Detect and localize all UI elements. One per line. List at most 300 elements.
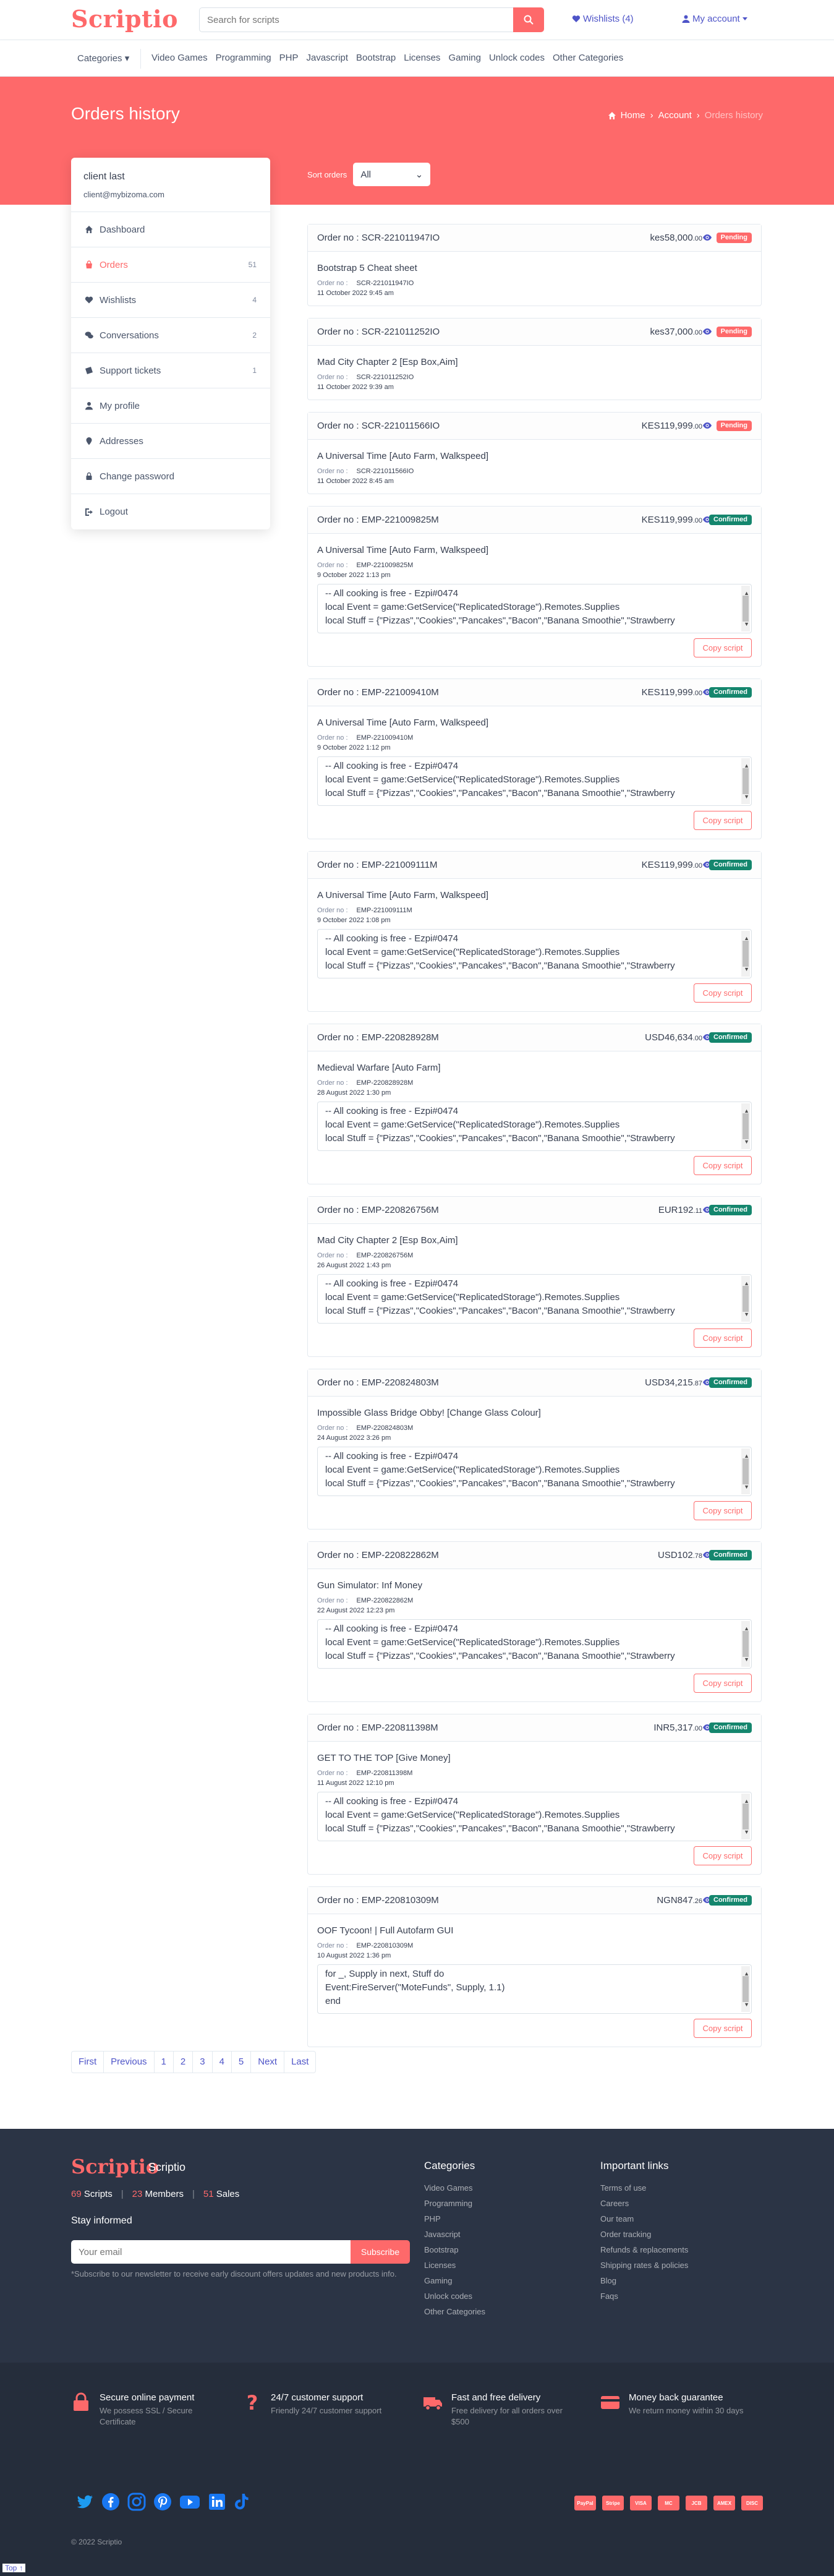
order-meta: Order no : EMP-220824803M (317, 1424, 414, 1432)
payment-card-icon: JCB (686, 2496, 707, 2510)
footer-category-link[interactable]: Gaming (424, 2276, 453, 2285)
feature-title: Secure online payment (100, 2392, 195, 2403)
order-meta: Order no : EMP-220810309M (317, 1942, 414, 1949)
scroll-up-icon[interactable]: ▲ (744, 935, 749, 941)
footer-important-link[interactable]: Terms of use (600, 2183, 647, 2193)
copy-script-button[interactable]: Copy script (694, 1674, 752, 1693)
breadcrumb-home[interactable]: Home (620, 110, 645, 121)
search-icon (524, 15, 534, 25)
payment-card-icon: MC (658, 2496, 679, 2510)
page-link[interactable]: Previous (104, 2052, 154, 2073)
order-number: Order no : SCR-221011947IO (317, 233, 440, 243)
order-card (307, 1369, 762, 1530)
script-code-box[interactable] (317, 1964, 752, 2014)
page-link[interactable]: 1 (155, 2052, 174, 2073)
order-number: Order no : SCR-221011252IO (317, 327, 440, 337)
eye-icon (702, 234, 712, 241)
view-order-button[interactable] (702, 233, 712, 244)
order-number: Order no : EMP-220824803M (317, 1377, 439, 1388)
instagram-icon[interactable] (127, 2493, 146, 2511)
footer-category-link[interactable]: Licenses (424, 2261, 456, 2270)
order-header (308, 1714, 761, 1742)
home-icon (85, 225, 93, 234)
order-body (308, 1914, 761, 2047)
order-item-title: A Universal Time [Auto Farm, Walkspeed] (317, 545, 489, 555)
account-dropdown[interactable] (682, 14, 747, 24)
search-button[interactable] (513, 7, 544, 32)
scroll-down-icon[interactable]: ▼ (744, 966, 749, 972)
order-number: Order no : EMP-220810309M (317, 1895, 439, 1906)
status-badge: Confirmed (709, 860, 752, 870)
categories-dropdown[interactable]: Categories ▾ (77, 53, 130, 64)
order-header (308, 507, 761, 534)
site-stats (71, 2189, 239, 2199)
sort-label: Sort orders (307, 169, 347, 179)
order-body (308, 1569, 761, 1701)
sidebar-item-orders[interactable] (71, 247, 270, 283)
pinterest-icon[interactable] (153, 2493, 172, 2511)
user-icon (682, 15, 690, 23)
scroll-up-icon[interactable]: ▲ (744, 1108, 749, 1114)
eye-icon (702, 422, 712, 429)
order-number: Order no : EMP-221009410M (317, 687, 439, 698)
footer-category-link[interactable]: Bootstrap (424, 2245, 459, 2254)
copy-script-button[interactable]: Copy script (694, 983, 752, 1003)
code-line: Event:FireServer("MoteFunds", Supply, 1.1) (325, 1982, 505, 1993)
script-code-box[interactable] (317, 1102, 752, 1151)
status-badge: Confirmed (709, 515, 752, 525)
sidebar-item-conversations[interactable] (71, 318, 270, 353)
footer-category-link[interactable]: Video Games (424, 2183, 473, 2193)
code-line: local Event = game:GetService("ReplicatedStorage").Remotes.Supplies (325, 1810, 620, 1820)
feature-item (242, 2392, 394, 2416)
feature-desc: Free delivery for all orders over $500 (451, 2406, 563, 2426)
order-meta: Order no : EMP-220828928M (317, 1079, 414, 1087)
code-line: local Event = game:GetService("ReplicatedStorage").Remotes.Supplies (325, 947, 620, 957)
footer-important-links (600, 2160, 688, 2307)
code-line: end (325, 1996, 341, 2006)
order-card (307, 851, 762, 1012)
footer-category-link[interactable]: Programming (424, 2199, 473, 2208)
payment-card-icon: DISC (741, 2496, 763, 2510)
order-meta: Order no : EMP-220826756M (317, 1252, 414, 1259)
order-date: 9 October 2022 1:13 pm (317, 571, 391, 579)
subscribe-button[interactable]: Subscribe (351, 2240, 410, 2264)
feature-title: Fast and free delivery (451, 2392, 541, 2403)
status-badge: Confirmed (709, 1032, 752, 1043)
order-date: 10 August 2022 1:36 pm (317, 1952, 391, 1959)
back-to-top-button[interactable]: Top ↑ (2, 2564, 25, 2572)
status-badge: Confirmed (709, 1205, 752, 1215)
user-icon (85, 401, 93, 410)
order-card (307, 1196, 762, 1357)
order-date: 26 August 2022 1:43 pm (317, 1262, 391, 1269)
order-price: EUR192.11 (658, 1205, 702, 1215)
orders-list (307, 224, 762, 2059)
sidebar-item-dashboard[interactable] (71, 212, 270, 247)
scroll-up-icon[interactable]: ▲ (744, 1280, 749, 1286)
script-code-box[interactable] (317, 1274, 752, 1324)
status-badge: Pending (717, 233, 752, 243)
lock-icon (71, 2392, 91, 2412)
order-body (308, 440, 761, 494)
pagination (71, 2051, 316, 2073)
lock-icon (85, 472, 93, 481)
newsletter-email-input[interactable] (71, 2240, 351, 2264)
nav-link[interactable]: Licenses (404, 53, 441, 63)
breadcrumb-account[interactable]: Account (658, 110, 692, 121)
nav-link[interactable]: PHP (279, 53, 299, 63)
account-sidebar (71, 158, 270, 529)
page-link[interactable]: Next (251, 2052, 284, 2073)
copy-script-button[interactable]: Copy script (694, 638, 752, 657)
feature-desc: We possess SSL / Secure Certificate (100, 2406, 193, 2426)
order-price: USD46,634.00 (645, 1032, 702, 1043)
order-price: KES119,999.00 (641, 687, 702, 698)
order-body (308, 1051, 761, 1184)
stat-separator: | (192, 2189, 195, 2199)
sidebar-item-count: 1 (252, 366, 257, 375)
scroll-up-icon[interactable]: ▲ (744, 763, 749, 769)
scroll-down-icon[interactable]: ▼ (744, 1829, 749, 1835)
status-badge: Confirmed (709, 1722, 752, 1733)
script-code-box[interactable] (317, 1792, 752, 1841)
footer-important-link[interactable]: Faqs (600, 2291, 618, 2301)
order-price: kes58,000.00 (650, 233, 702, 243)
scroll-up-icon[interactable]: ▲ (744, 590, 749, 596)
sidebar-item-my-profile[interactable] (71, 388, 270, 424)
sidebar-item-label: Dashboard (100, 224, 145, 235)
code-line: local Event = game:GetService("ReplicatedStorage").Remotes.Supplies (325, 774, 620, 785)
newsletter-title: Stay informed (71, 2215, 132, 2226)
sidebar-item-label: Addresses (100, 435, 143, 447)
footer-categories-title: Categories (424, 2160, 475, 2172)
order-date: 11 October 2022 9:39 am (317, 383, 394, 391)
stat-item: 69 Scripts (71, 2189, 113, 2199)
order-card (307, 1714, 762, 1875)
code-line: -- All cooking is free - Ezpi#0474 (325, 1796, 459, 1807)
breadcrumb-current: Orders history (704, 110, 763, 121)
order-price: KES119,999.00 (641, 515, 702, 525)
script-code-box[interactable] (317, 929, 752, 978)
arrow-up-icon: ↑ (19, 2564, 23, 2572)
code-line: -- All cooking is free - Ezpi#0474 (325, 933, 459, 944)
sidebar-item-label: Change password (100, 471, 174, 482)
payment-card-icon: Stripe (602, 2496, 624, 2510)
order-card (307, 1024, 762, 1184)
order-header (308, 413, 761, 440)
sidebar-item-count: 4 (252, 296, 257, 304)
nav-link[interactable]: Unlock codes (488, 53, 545, 63)
nav-link[interactable]: Bootstrap (356, 53, 396, 63)
scroll-up-icon[interactable]: ▲ (744, 1453, 749, 1459)
page-link[interactable]: 2 (174, 2052, 193, 2073)
code-line: -- All cooking is free - Ezpi#0474 (325, 1624, 459, 1634)
order-date: 11 October 2022 8:45 am (317, 477, 394, 485)
order-number: Order no : EMP-220826756M (317, 1205, 439, 1215)
order-card (307, 1541, 762, 1702)
sidebar-item-change-password[interactable] (71, 459, 270, 494)
order-price: NGN847.26 (657, 1895, 702, 1906)
sidebar-item-label: Support tickets (100, 365, 161, 376)
sidebar-item-wishlists[interactable] (71, 283, 270, 318)
footer-links-title: Important links (600, 2160, 669, 2172)
order-meta: Order no : EMP-221009111M (317, 907, 412, 914)
breadcrumb (608, 110, 763, 121)
order-item-title: GET TO THE TOP [Give Money] (317, 1753, 451, 1763)
sidebar-item-count: 2 (252, 331, 257, 340)
wishlists-link[interactable] (572, 14, 634, 24)
shopping-bag-icon (85, 260, 93, 269)
question-icon (242, 2392, 262, 2412)
order-header (308, 1369, 761, 1397)
sidebar-item-label: Wishlists (100, 294, 137, 306)
logo[interactable]: Scriptio (71, 5, 178, 33)
view-order-button[interactable] (702, 327, 712, 338)
order-body (308, 534, 761, 666)
copy-script-button[interactable]: Copy script (694, 1156, 752, 1175)
footer-important-link[interactable]: Refunds & replacements (600, 2245, 689, 2254)
newsletter-form (71, 2240, 410, 2264)
wishlists-label: Wishlists (4) (583, 14, 634, 24)
order-meta: Order no : SCR-221011947IO (317, 280, 414, 287)
map-marker-icon (85, 437, 93, 445)
nav-link[interactable]: Programming (215, 53, 271, 63)
order-price: INR5,317.00 (653, 1722, 702, 1733)
code-line: local Event = game:GetService("ReplicatedStorage").Remotes.Supplies (325, 602, 620, 612)
copy-script-button[interactable]: Copy script (694, 1846, 752, 1865)
order-price: USD102.78 (658, 1550, 702, 1560)
code-line: local Event = game:GetService("ReplicatedStorage").Remotes.Supplies (325, 1292, 620, 1303)
scroll-down-icon[interactable]: ▼ (744, 1484, 749, 1490)
feature-item (600, 2392, 752, 2416)
home-icon (608, 112, 616, 119)
status-badge: Pending (717, 327, 752, 337)
main-nav (0, 40, 834, 77)
linkedin-icon[interactable] (208, 2493, 226, 2511)
nav-link[interactable]: Other Categories (553, 53, 624, 63)
order-meta: Order no : EMP-220822862M (317, 1597, 414, 1604)
sidebar-item-label: Conversations (100, 330, 159, 341)
order-date: 9 October 2022 1:08 pm (317, 917, 391, 924)
code-line: local Stuff = {"Pizzas","Cookies","Pancakes","Bacon","Banana Smoothie","Strawberry (325, 1651, 675, 1661)
order-item-title: Gun Simulator: Inf Money (317, 1580, 423, 1591)
order-item-title: Medieval Warfare [Auto Farm] (317, 1063, 441, 1073)
scroll-down-icon[interactable]: ▼ (744, 2001, 749, 2008)
sort-select[interactable]: All ⌄ (353, 163, 430, 186)
order-item-title: A Universal Time [Auto Farm, Walkspeed] (317, 717, 489, 728)
copy-script-button[interactable]: Copy script (694, 811, 752, 830)
truck-icon (423, 2392, 443, 2412)
code-line: local Event = game:GetService("ReplicatedStorage").Remotes.Supplies (325, 1637, 620, 1648)
order-header (308, 1887, 761, 1914)
view-order-button[interactable] (702, 421, 712, 432)
nav-links (151, 53, 631, 63)
order-price: kes37,000.00 (650, 327, 702, 337)
order-meta: Order no : EMP-220811398M (317, 1769, 413, 1777)
footer-brand-name: Scriptio (148, 2161, 186, 2173)
nav-link[interactable]: Javascript (306, 53, 349, 63)
page-link[interactable]: 3 (193, 2052, 212, 2073)
order-item-title: A Universal Time [Auto Farm, Walkspeed] (317, 890, 489, 901)
copyright: © 2022 Scriptio (71, 2538, 122, 2546)
search-bar (199, 7, 544, 32)
order-price: USD34,215.87 (645, 1377, 702, 1388)
facebook-icon[interactable] (101, 2493, 120, 2511)
copy-script-button[interactable]: Copy script (694, 2019, 752, 2038)
code-line: local Event = game:GetService("ReplicatedStorage").Remotes.Supplies (325, 1119, 620, 1130)
order-card (307, 224, 762, 306)
page-title: Orders history (71, 104, 180, 123)
eye-icon (702, 328, 712, 335)
order-date: 24 August 2022 3:26 pm (317, 1434, 391, 1442)
sort-orders (307, 163, 430, 186)
sidebar-item-logout[interactable] (71, 494, 270, 529)
logout-icon (85, 508, 93, 516)
comments-icon (85, 331, 93, 340)
code-line: local Stuff = {"Pizzas","Cookies","Pancakes","Bacon","Banana Smoothie","Strawberry (325, 1478, 675, 1489)
footer-important-link[interactable]: Our team (600, 2214, 634, 2223)
feature-title: 24/7 customer support (271, 2392, 364, 2403)
order-header (308, 852, 761, 879)
scroll-down-icon[interactable]: ▼ (744, 794, 749, 800)
user-email: client@mybizoma.com (83, 190, 164, 199)
svg-text:?: ? (246, 2392, 258, 2412)
code-line: local Stuff = {"Pizzas","Cookies","Pancakes","Bacon","Banana Smoothie","Strawberry (325, 1306, 675, 1316)
order-date: 22 August 2022 12:23 pm (317, 1607, 395, 1614)
scroll-down-icon[interactable]: ▼ (744, 1656, 749, 1662)
footer-category-link[interactable]: Unlock codes (424, 2291, 473, 2301)
order-header (308, 225, 761, 252)
payment-card-icon: VISA (630, 2496, 652, 2510)
order-number: Order no : SCR-221011566IO (317, 421, 440, 431)
footer-category-link[interactable]: Other Categories (424, 2307, 485, 2316)
twitter-icon[interactable] (75, 2493, 94, 2511)
code-line: -- All cooking is free - Ezpi#0474 (325, 1106, 459, 1116)
status-badge: Pending (717, 421, 752, 431)
script-code-box[interactable] (317, 756, 752, 806)
code-line: local Stuff = {"Pizzas","Cookies","Pancakes","Bacon","Banana Smoothie","Strawberry (325, 788, 675, 798)
feature-title: Money back guarantee (629, 2392, 723, 2403)
scroll-up-icon[interactable]: ▲ (744, 1625, 749, 1632)
order-card (307, 678, 762, 839)
code-line: local Stuff = {"Pizzas","Cookies","Pancakes","Bacon","Banana Smoothie","Strawberry (325, 961, 675, 971)
order-body (308, 706, 761, 839)
order-body (308, 1224, 761, 1356)
scroll-up-icon[interactable]: ▲ (744, 1798, 749, 1804)
sidebar-item-addresses[interactable] (71, 424, 270, 459)
order-item-title: Mad City Chapter 2 [Esp Box,Aim] (317, 1235, 458, 1246)
sidebar-item-label: Logout (100, 507, 128, 517)
nav-link[interactable]: Video Games (151, 53, 208, 63)
breadcrumb-separator: › (696, 110, 700, 121)
nav-link[interactable]: Gaming (448, 53, 481, 63)
code-line: -- All cooking is free - Ezpi#0474 (325, 1451, 459, 1461)
order-body (308, 346, 761, 400)
payment-methods (574, 2496, 763, 2510)
payment-card-icon: AMEX (713, 2496, 735, 2510)
code-line: local Stuff = {"Pizzas","Cookies","Pancakes","Bacon","Banana Smoothie","Strawberry (325, 615, 675, 626)
scroll-down-icon[interactable]: ▼ (744, 621, 749, 627)
page-link[interactable]: Last (291, 2056, 309, 2067)
feature-desc: Friendly 24/7 customer support (271, 2406, 382, 2415)
order-price: KES119,999.00 (641, 421, 702, 431)
page-link[interactable]: First (72, 2052, 104, 2073)
scroll-up-icon[interactable]: ▲ (744, 1971, 749, 1977)
order-meta: Order no : EMP-221009825M (317, 562, 414, 569)
chevron-down-icon: ⌄ (415, 169, 423, 180)
account-label: My account (692, 14, 740, 24)
footer-important-link[interactable]: Order tracking (600, 2230, 652, 2239)
status-badge: Confirmed (709, 1550, 752, 1560)
script-code-box[interactable] (317, 1447, 752, 1496)
sidebar-item-support-tickets[interactable] (71, 353, 270, 388)
footer-important-link[interactable]: Careers (600, 2199, 629, 2208)
code-line: -- All cooking is free - Ezpi#0474 (325, 588, 459, 599)
order-header (308, 679, 761, 706)
script-code-box[interactable] (317, 584, 752, 633)
footer-important-link[interactable]: Blog (600, 2276, 617, 2285)
status-badge: Confirmed (709, 1895, 752, 1906)
scroll-down-icon[interactable]: ▼ (744, 1311, 749, 1317)
footer-category-link[interactable]: Javascript (424, 2230, 461, 2239)
code-line: local Event = game:GetService("ReplicatedStorage").Remotes.Supplies (325, 1465, 620, 1475)
user-name: client last (83, 171, 125, 182)
scroll-down-icon[interactable]: ▼ (744, 1139, 749, 1145)
page-link[interactable]: 4 (213, 2052, 232, 2073)
footer-important-link[interactable]: Shipping rates & policies (600, 2261, 689, 2270)
order-price: KES119,999.00 (641, 860, 702, 870)
order-body (308, 1397, 761, 1529)
code-line: for _, Supply in next, Stuff do (325, 1969, 445, 1979)
footer (0, 2129, 834, 2363)
stat-item: 23 Members (132, 2189, 184, 2199)
order-body (308, 1742, 761, 1874)
footer-category-link[interactable]: PHP (424, 2214, 441, 2223)
copy-script-button[interactable]: Copy script (694, 1501, 752, 1520)
heart-icon (85, 296, 93, 304)
search-input[interactable] (199, 7, 513, 32)
order-date: 11 October 2022 9:45 am (317, 289, 394, 297)
script-code-box[interactable] (317, 1619, 752, 1669)
order-item-title: A Universal Time [Auto Farm, Walkspeed] (317, 451, 489, 461)
order-meta: Order no : SCR-221011566IO (317, 468, 414, 475)
order-header (308, 1197, 761, 1224)
newsletter-note: *Subscribe to our newsletter to receive early discount offers updates and new products info. (71, 2269, 397, 2279)
code-line: -- All cooking is free - Ezpi#0474 (325, 1278, 459, 1289)
order-number: Order no : EMP-221009111M (317, 860, 438, 870)
footer-logo[interactable]: Scriptio (71, 2155, 160, 2178)
footer-bottom (0, 2363, 834, 2576)
tiktok-icon[interactable] (234, 2493, 251, 2511)
order-number: Order no : EMP-221009825M (317, 515, 439, 525)
order-date: 11 August 2022 12:10 pm (317, 1779, 394, 1787)
page-link[interactable]: 5 (232, 2052, 251, 2073)
order-meta: Order no : SCR-221011252IO (317, 374, 414, 381)
code-line: -- All cooking is free - Ezpi#0474 (325, 761, 459, 771)
order-item-title: OOF Tycoon! | Full Autofarm GUI (317, 1925, 454, 1936)
order-item-title: Bootstrap 5 Cheat sheet (317, 263, 417, 273)
youtube-icon[interactable] (179, 2493, 200, 2511)
order-card (307, 506, 762, 667)
order-item-title: Mad City Chapter 2 [Esp Box,Aim] (317, 357, 458, 367)
order-item-title: Impossible Glass Bridge Obby! [Change Glass Colour] (317, 1408, 541, 1418)
stat-item: 51 Sales (203, 2189, 240, 2199)
status-badge: Confirmed (709, 687, 752, 698)
heart-icon (572, 15, 581, 23)
copy-script-button[interactable]: Copy script (694, 1329, 752, 1348)
footer-categories (424, 2160, 485, 2322)
